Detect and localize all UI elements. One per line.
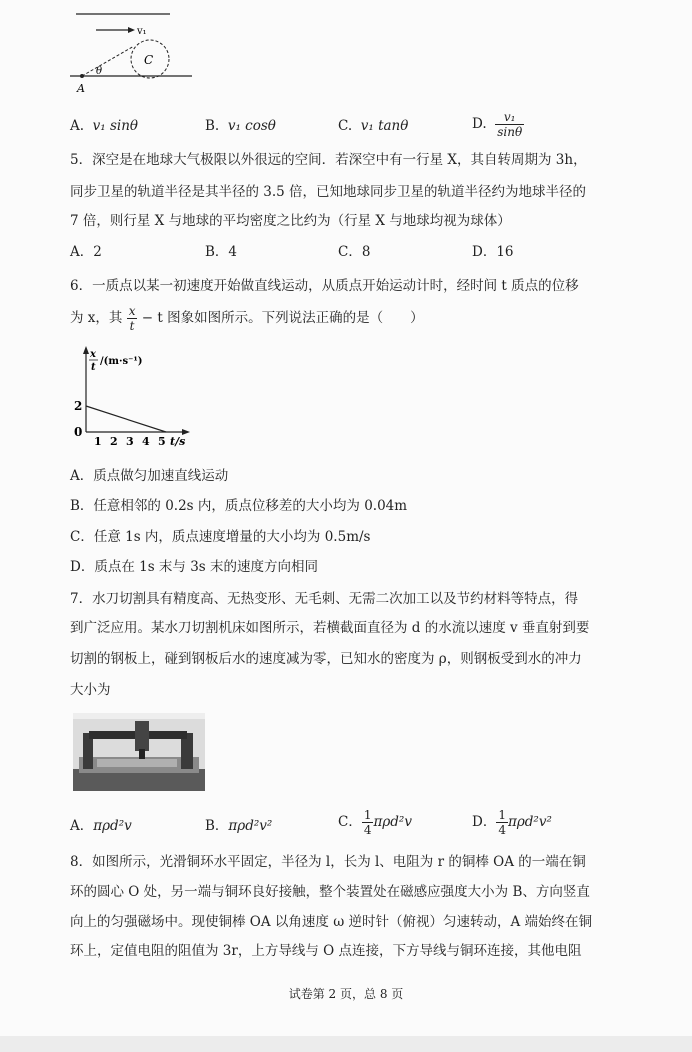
q5-option-a: A．2	[70, 244, 102, 260]
q6-line-1: 6．一质点以某一初速度开始做直线运动，从质点开始运动计时，经时间 t 质点的位移	[70, 278, 579, 294]
q4-incline	[82, 46, 134, 76]
q7-option-d-num: 1	[498, 808, 506, 822]
q4-point-a	[80, 74, 84, 78]
q7-option-b	[205, 816, 272, 836]
q6-y-label-num: x	[90, 349, 96, 360]
q6-graph	[66, 344, 196, 448]
q6-fraction	[127, 304, 138, 333]
q7-option-d-fraction	[496, 808, 508, 837]
q5-line-2: 同步卫星的轨道半径是其半径的 3.5 倍，已知地球同步卫星的轨道半径约为地球半径的	[70, 184, 587, 200]
q4-figure	[68, 8, 198, 96]
q7-option-c	[338, 808, 412, 837]
q4-option-c-letter: C.	[338, 118, 353, 134]
q6-y-label-unit: /(m·s⁻¹)	[100, 356, 143, 367]
q6-line-2-pre: 为 x，其	[70, 310, 123, 326]
q6-option-a: A．质点做匀加速直线运动	[70, 468, 229, 484]
q5-line-3: 7 倍，则行星 X 与地球的平均密度之比约为（行星 X 与地球均视为球体）	[70, 213, 511, 229]
q7-option-c-letter: C．	[338, 814, 362, 830]
q7-option-c-fraction	[362, 808, 374, 837]
q6-x-tick-1: 1	[94, 435, 102, 448]
q7-option-a	[70, 816, 132, 836]
q5-option-d: D．16	[472, 244, 514, 260]
q7-option-d-letter: D．	[472, 814, 497, 830]
q8-line-3: 向上的匀强磁场中。现使铜棒 OA 以角速度 ω 逆时针（俯视）匀速转动，A 端始终在铜	[70, 914, 593, 930]
q7-option-a-text: πρd²v	[93, 818, 132, 834]
q5-line-1: 5．深空是在地球大气极限以外很远的空间．若深空中有一行星 X，其自转周期为 3h，	[70, 152, 587, 168]
q4-option-a-text: v₁ sinθ	[92, 118, 139, 134]
q7-option-b-text: πρd²v²	[228, 818, 273, 834]
q7-waterjet-machine-image	[73, 713, 205, 791]
q7-option-b-letter: B．	[205, 818, 229, 834]
q7-line-1: 7．水刀切割具有精度高、无热变形、无毛刺、无需二次加工以及节约材料等特点，得	[70, 591, 579, 607]
q6-option-c: C．任意 1s 内，质点速度增量的大小均为 0.5m/s	[70, 529, 371, 545]
q6-line-2-post: − t 图象如图所示。下列说法正确的是（ ）	[141, 310, 424, 326]
q7-option-c-num: 1	[363, 808, 372, 822]
q7-line-2: 到广泛应用。某水刀切割机床如图所示，若横截面直径为 d 的水流以速度 v 垂直射到要	[70, 620, 590, 636]
bottom-band	[0, 1036, 692, 1052]
q4-option-d-den: sinθ	[497, 125, 523, 139]
q4-option-b-text: v₁ cosθ	[227, 118, 276, 134]
q7-line-4: 大小为	[70, 682, 111, 698]
q4-option-d-letter: D.	[472, 116, 487, 132]
q7-option-d-den: 4	[498, 823, 506, 837]
q6-fraction-num: x	[128, 304, 136, 318]
q6-x-tick-3: 3	[126, 435, 134, 448]
q5-option-c: C．8	[338, 244, 371, 260]
q6-y-label-den: t	[91, 362, 96, 373]
page-footer: 试卷第 2 页，总 8 页	[288, 987, 404, 1001]
q7-line-3: 切割的钢板上，碰到钢板后水的速度减为零，已知水的密度为 ρ，则钢板受到水的冲力	[70, 651, 582, 667]
q8-line-1: 8．如图所示，光滑铜环水平固定，半径为 l，长为 l、电阻为 r 的铜棒 OA 的一端在铜	[70, 854, 586, 870]
q6-line-2	[70, 304, 424, 333]
q6-origin: 0	[74, 425, 83, 439]
q7-option-a-letter: A．	[70, 818, 94, 834]
q6-y-tick-2: 2	[74, 399, 83, 413]
q6-option-b: B．任意相邻的 0.2s 内，质点位移差的大小均为 0.04m	[70, 498, 408, 514]
q6-data-line	[86, 406, 166, 432]
q4-option-b-letter: B.	[205, 118, 220, 134]
q4-option-a	[70, 116, 138, 136]
q4-a-label: A	[77, 82, 85, 95]
q4-v-label: v₁	[137, 26, 147, 37]
q7-option-d	[472, 808, 552, 837]
q6-x-tick-5: 5	[158, 435, 166, 448]
q4-arrowhead	[128, 27, 135, 33]
q6-x-tick-4: 4	[142, 435, 150, 448]
q6-y-arrow	[83, 346, 89, 354]
q4-option-d	[472, 110, 524, 139]
q4-theta-label: θ	[96, 66, 103, 77]
q5-option-b: B．4	[205, 244, 238, 260]
q7-option-d-text: πρd²v²	[507, 814, 552, 830]
q4-option-b	[205, 116, 276, 136]
q6-fraction-den: t	[129, 319, 135, 333]
q4-option-c-text: v₁ tanθ	[360, 118, 409, 134]
q4-option-c	[338, 116, 408, 136]
q4-option-a-letter: A.	[70, 118, 85, 134]
q6-x-tick-2: 2	[110, 435, 118, 448]
q4-option-d-num: v₁	[495, 110, 524, 125]
q6-option-d: D．质点在 1s 末与 3s 末的速度方向相同	[70, 559, 319, 575]
q7-option-c-den: 4	[363, 823, 372, 837]
q7-option-c-text: πρd²v	[373, 814, 412, 830]
q8-line-4: 环上，定值电阻的阻值为 3r，上方导线与 O 点连接，下方导线与铜环连接，其他电阻	[70, 943, 582, 959]
q8-line-2: 环的圆心 O 处，另一端与铜环良好接触，整个装置处在磁感应强度大小为 B、方向竖直	[70, 884, 590, 900]
q6-x-unit: t/s	[170, 435, 186, 448]
q4-option-d-fraction	[495, 110, 524, 139]
q4-c-label: C	[144, 53, 154, 67]
